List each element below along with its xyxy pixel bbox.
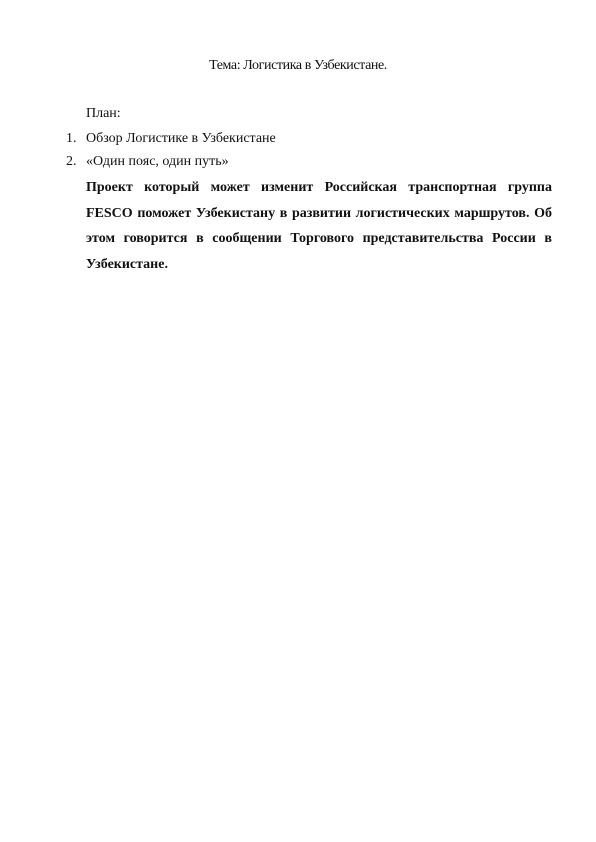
plan-label: План: — [86, 106, 121, 121]
plan-list — [0, 130, 596, 176]
list-item-text: Обзор Логистике в Узбекистане — [86, 131, 276, 146]
list-item-number: 1. — [66, 131, 77, 146]
list-item-number: 2. — [66, 154, 77, 169]
body-paragraph: Проект который может изменит Российская транспортная группа FESCO поможет Узбекистану в развитии логистических маршрутов. Об этом говорится в сообщении Торгового представительства России в Узбекистане. — [86, 180, 552, 272]
list-item — [0, 153, 596, 176]
list-item — [0, 130, 596, 153]
list-item-text: «Один пояс, один путь» — [86, 154, 229, 169]
document-title: Тема: Логистика в Узбекистане. — [209, 58, 387, 73]
